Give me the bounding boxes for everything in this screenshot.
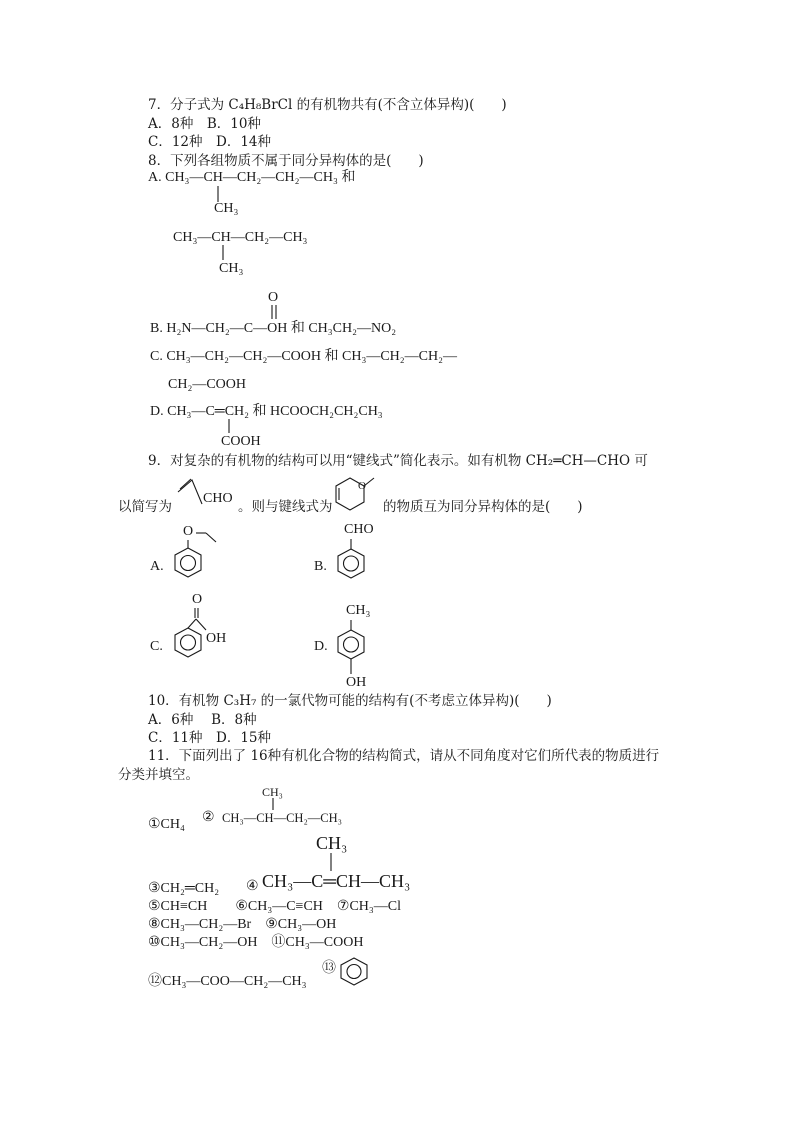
q11-compound-12: ⑫CH₃—COO—CH₂—CH₃ — [148, 974, 307, 989]
q11-compound-2-methyl: CH₃ — [262, 785, 283, 799]
q9-stem: 9．对复杂的有机物的结构可以用“键线式”简化表示。如有机物 CH₂═CH—CHO 可 — [148, 453, 648, 469]
q8-option-b: B. H₂N—CH₂—C—OH 和 CH₃CH₂—NO₂ — [150, 321, 397, 336]
q10-options-ab: A．6种 B．8种 — [148, 712, 257, 728]
q7-options-cd: C．12种 D．14种 — [148, 134, 272, 150]
q9-option-b-label: B. — [314, 559, 327, 574]
q7-stem: 7．分子式为 C₄H₈BrCl 的有机物共有(不含立体异构)( ) — [148, 97, 507, 113]
q9-option-c-hydroxyl: OH — [206, 631, 227, 646]
q9-acrolein-cho: CHO — [203, 491, 233, 506]
q9-line2-c: 的物质互为同分异构体的是( ) — [383, 499, 583, 515]
q9-option-d-label: D. — [314, 639, 328, 654]
q8-stem: 8．下列各组物质不属于同分异构体的是( ) — [148, 153, 424, 169]
q9-option-d-structure-icon — [336, 618, 372, 678]
q11-compound-13-number: ⑬ — [322, 961, 336, 976]
q9-option-d-methyl: CH₃ — [346, 603, 371, 618]
q8-option-b-oxygen: O — [268, 290, 279, 305]
q9-option-b-cho: CHO — [344, 522, 374, 537]
q11-compound-2: CH₃—CH—CH₂—CH₃ — [222, 811, 343, 825]
q10-stem: 10．有机物 C₃H₇ 的一氯代物可能的结构有(不考虑立体异构)( ) — [148, 693, 552, 709]
q8-option-c-line1: C. CH₃—CH₂—CH₂—COOH 和 CH₃—CH₂—CH₂— — [150, 349, 457, 364]
q9-line2-a: 以简写为 — [118, 499, 172, 515]
q8-option-a-line2: CH₃—CH—CH₂—CH₃ — [173, 230, 308, 245]
q9-option-c-oxygen: O — [192, 592, 203, 607]
q11-compound-1: ①CH₄ — [148, 817, 185, 832]
q11-compound-3: ③CH₂═CH₂ — [148, 881, 220, 896]
q8-option-a-methyl: CH₃ — [214, 201, 239, 216]
q7-options-ab: A．8种 B．10种 — [148, 116, 261, 132]
q11-compound-4-methyl: CH₃ — [316, 833, 348, 853]
q11-c4-branch-bond — [329, 853, 333, 873]
q11-row-5-7: ⑤CH≡CH ⑥CH₃—C≡CH ⑦CH₃—Cl — [148, 899, 402, 914]
q9-option-c-label: C. — [150, 639, 163, 654]
q11-compound-2-number: ② — [202, 810, 215, 825]
q11-stem-line2: 分类并填空。 — [118, 767, 199, 783]
q9-option-a-structure-icon — [172, 530, 222, 582]
q8-option-a-methyl-2: CH₃ — [219, 261, 244, 276]
q8-option-d-carboxyl: COOH — [221, 434, 261, 449]
q9-line2-b: 。则与键线式为 — [238, 499, 333, 515]
q9-option-d-hydroxyl: OH — [346, 675, 367, 690]
q8-option-a-line1: A. CH₃—CH—CH₂—CH₂—CH₃ 和 — [148, 170, 356, 185]
q11-compound-4: CH₃—C═CH—CH₃ — [262, 871, 411, 891]
q9-ring-oxygen: O — [358, 480, 366, 492]
acrolein-skeletal-icon — [176, 476, 206, 506]
q9-option-a-oxygen: O — [183, 524, 194, 539]
q8-d-branch-bond — [227, 419, 231, 435]
q8-option-d: D. CH₃—C═CH₂ 和 HCOOCH₂CH₂CH₃ — [150, 404, 383, 419]
q11-compound-4-number: ④ — [246, 879, 259, 894]
q9-option-a-label: A. — [150, 559, 164, 574]
q11-row-10-11: ⑩CH₃—CH₂—OH ⑪CH₃—COOH — [148, 935, 364, 950]
q11-row-8-9: ⑧CH₃—CH₂—Br ⑨CH₃—OH — [148, 917, 337, 932]
q8-option-c-line2: CH₂—COOH — [168, 377, 246, 392]
benzene-ring-icon — [340, 956, 372, 986]
q8-b-double-bond — [270, 305, 278, 321]
q9-option-b-structure-icon — [336, 537, 372, 583]
q10-options-cd: C．11种 D．15种 — [148, 730, 272, 746]
q11-stem-line1: 11．下面列出了 16种有机化合物的结构简式，请从不同角度对它们所代表的物质进行 — [148, 748, 660, 764]
